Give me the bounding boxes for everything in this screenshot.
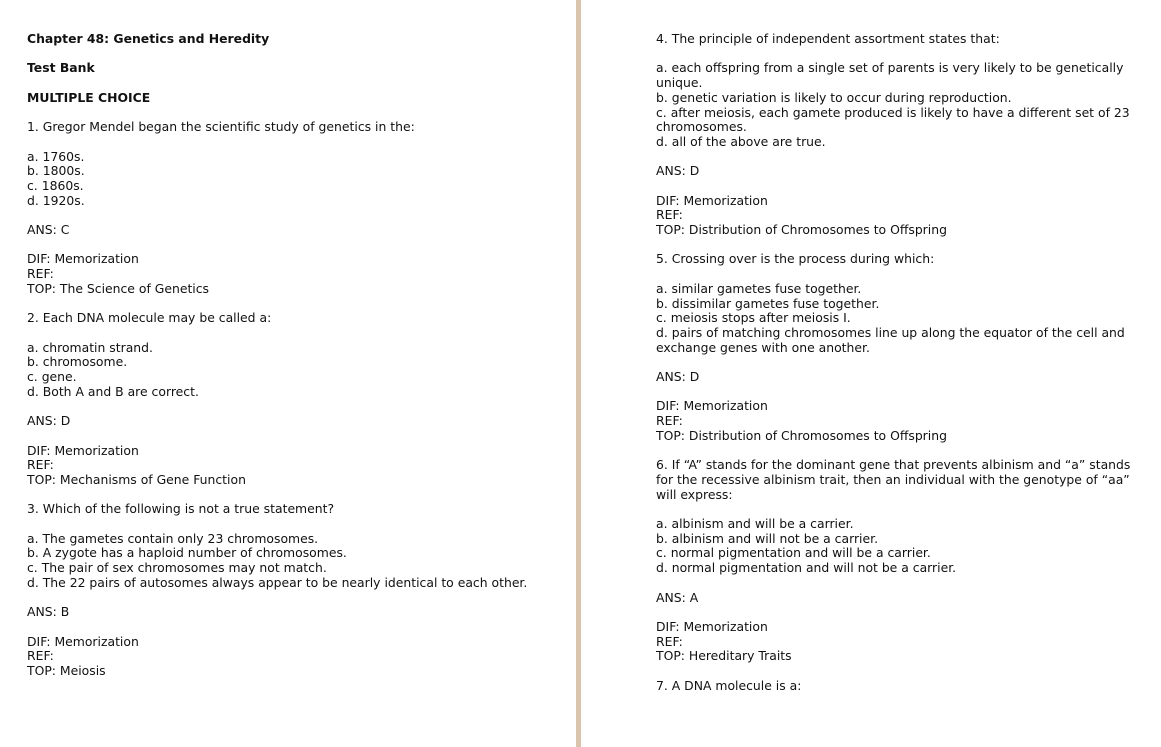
chapter-title: Chapter 48: Genetics and Heredity: [27, 31, 270, 46]
reference: REF:: [656, 207, 683, 223]
option-a: a. 1760s.: [27, 148, 85, 164]
answer: ANS: C: [27, 222, 70, 238]
option-b: b. dissimilar gametes fuse together.: [656, 295, 880, 311]
difficulty: DIF: Memorization: [27, 633, 139, 649]
option-b: b. A zygote has a haploid number of chromosomes.: [27, 545, 347, 561]
question-6: [656, 458, 1146, 664]
option-b: b. genetic variation is likely to occur during reproduction.: [656, 89, 1012, 105]
option-c: c. normal pigmentation and will be a carrier.: [656, 545, 931, 561]
difficulty: DIF: Memorization: [27, 442, 139, 458]
difficulty: DIF: Memorization: [656, 398, 768, 414]
topic: TOP: Meiosis: [27, 663, 106, 679]
option-a: a. albinism and will be a carrier.: [656, 516, 854, 532]
option-d: d. pairs of matching chromosomes line up along the equator of the cell and exchange genes with one another.: [656, 324, 1129, 355]
option-a: a. The gametes contain only 23 chromosomes.: [27, 530, 319, 546]
answer: ANS: D: [656, 163, 700, 179]
topic: TOP: Hereditary Traits: [656, 648, 792, 664]
question-1: [27, 120, 552, 296]
document-subtitle: Test Bank: [27, 60, 95, 76]
left-column: [27, 32, 552, 679]
right-column: [656, 32, 1146, 693]
option-c: c. The pair of sex chromosomes may not match.: [27, 560, 327, 576]
option-d: d. all of the above are true.: [656, 133, 826, 149]
topic: TOP: The Science of Genetics: [27, 280, 210, 296]
question-7: [656, 679, 1146, 694]
right-page: [581, 0, 1161, 747]
answer: ANS: B: [27, 604, 70, 620]
option-a: a. chromatin strand.: [27, 339, 153, 355]
question-4: [656, 32, 1146, 238]
option-d: d. 1920s.: [27, 192, 85, 208]
answer: ANS: D: [27, 413, 71, 429]
difficulty: DIF: Memorization: [27, 251, 139, 267]
question-stem: 4. The principle of independent assortment states that:: [656, 31, 1000, 46]
option-d: d. The 22 pairs of autosomes always appear to be nearly identical to each other.: [27, 574, 528, 590]
reference: REF:: [27, 648, 54, 664]
option-a: a. each offspring from a single set of parents is very likely to be genetically unique.: [656, 60, 1128, 91]
question-2: [27, 311, 552, 487]
reference: REF:: [656, 413, 683, 429]
question-stem: 5. Crossing over is the process during which:: [656, 251, 935, 267]
difficulty: DIF: Memorization: [656, 192, 768, 208]
topic: TOP: Distribution of Chromosomes to Offspring: [656, 222, 947, 238]
option-a: a. similar gametes fuse together.: [656, 280, 862, 296]
left-page: [0, 0, 576, 747]
topic: TOP: Distribution of Chromosomes to Offspring: [656, 427, 947, 443]
question-stem: 2. Each DNA molecule may be called a:: [27, 310, 272, 326]
option-c: c. after meiosis, each gamete produced is likely to have a different set of 23 chromosomes.: [656, 104, 1134, 135]
reference: REF:: [27, 266, 54, 282]
question-3: [27, 502, 552, 678]
question-stem: 7. A DNA molecule is a:: [656, 677, 802, 693]
option-c: c. gene.: [27, 369, 77, 385]
option-b: b. 1800s.: [27, 163, 85, 179]
question-stem: 6. If “A” stands for the dominant gene that prevents albinism and “a” stands for the recessive albinism trait, then an individual with the genotype of “aa” will express:: [656, 457, 1135, 502]
question-stem: 1. Gregor Mendel began the scientific study of genetics in the:: [27, 119, 415, 135]
option-b: b. albinism and will not be a carrier.: [656, 530, 879, 546]
question-stem: 3. Which of the following is not a true statement?: [27, 501, 335, 517]
option-d: d. Both A and B are correct.: [27, 383, 199, 399]
section-heading: MULTIPLE CHOICE: [27, 89, 151, 105]
option-c: c. meiosis stops after meiosis I.: [656, 310, 851, 326]
reference: REF:: [656, 633, 683, 649]
option-d: d. normal pigmentation and will not be a carrier.: [656, 560, 957, 576]
answer: ANS: A: [656, 589, 699, 605]
topic: TOP: Mechanisms of Gene Function: [27, 471, 246, 487]
question-5: [656, 252, 1146, 443]
option-c: c. 1860s.: [27, 177, 84, 193]
option-b: b. chromosome.: [27, 354, 128, 370]
difficulty: DIF: Memorization: [656, 618, 768, 634]
reference: REF:: [27, 457, 54, 473]
answer: ANS: D: [656, 369, 700, 385]
